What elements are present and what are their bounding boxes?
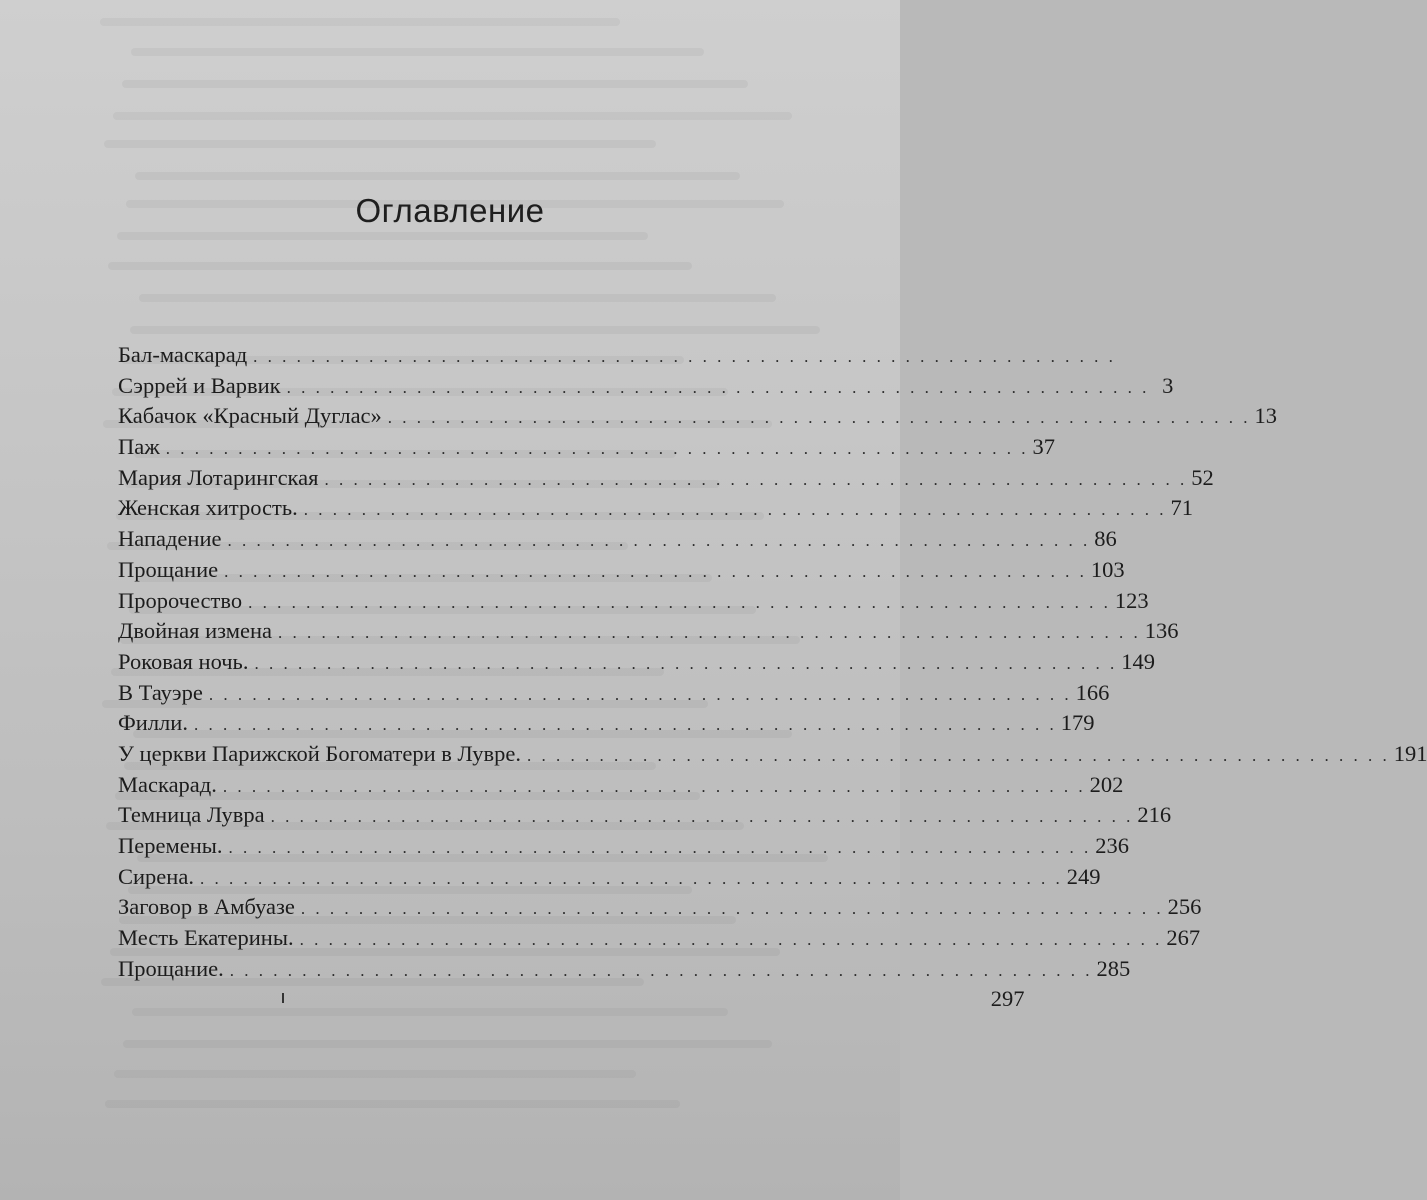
- toc-entry-page: 86: [1094, 526, 1117, 552]
- show-through-line: [113, 112, 792, 120]
- toc-entry-page: 297: [990, 986, 1025, 1012]
- toc-leader-dots: . . . . . . . . . . . . . . . . . . . . . . . . . . . . . . . . . . . . . . . . . . . . . . . . . . . . . . . . . . . .: [277, 623, 1141, 643]
- toc-entry-title: Женская хитрость.: [118, 495, 298, 521]
- toc-leader-dots: . . . . . . . . . . . . . . . . . . . . . . . . . . . . . . . . . . . . . . . . . . . . . . . . . . . . . . . . . . . .: [248, 592, 1111, 612]
- show-through-line: [114, 1070, 636, 1078]
- toc-entry-title: Маскарад.: [118, 771, 217, 797]
- page-title: Оглавление: [355, 192, 545, 229]
- toc-entry-page: 37: [1032, 434, 1056, 460]
- toc-entry: [118, 493, 1193, 524]
- toc-entry-title: Паж: [118, 434, 160, 460]
- toc-entry-page: 52: [1191, 464, 1214, 490]
- toc-entry-page: 285: [1096, 955, 1131, 981]
- toc-entry: [118, 984, 1025, 1015]
- toc-entry-page: 256: [1167, 894, 1202, 920]
- ink-mark: [282, 993, 284, 1003]
- toc-entry-title: Двойная измена: [118, 618, 272, 644]
- toc-leader-dots: . . . . . . . . . . . . . . . . . . . . . . . . . . . . . . . . . . . . . . . . . . . . . . . . . . . . . . . . . . . .: [224, 561, 1087, 581]
- toc-entry-title: Роковая ночь.: [118, 648, 249, 674]
- toc-entry: [118, 647, 1155, 678]
- toc-leader-dots: . . . . . . . . . . . . . . . . . . . . . . . . . . . . . . . . . . . . . . . . . . . . . . . . . . . . . . . . . . . .: [253, 347, 1116, 366]
- toc-leader-dots: . . . . . . . . . . . . . . . . . . . . . . . . . . . . . . . . . . . . . . . . . . . . . . . . . . . . . . . . . . . .: [526, 745, 1390, 765]
- toc-entry-title: Месть Екатерины.: [118, 925, 294, 951]
- toc-entry: [118, 708, 1095, 739]
- toc-leader-dots: . . . . . . . . . . . . . . . . . . . . . . . . . . . . . . . . . . . . . . . . . . . . . . . . . . . . . . . . . . . .: [208, 684, 1072, 704]
- toc-entry: [118, 862, 1101, 893]
- toc-entry-title: Сирена.: [118, 863, 194, 889]
- show-through-line: [117, 232, 648, 240]
- toc-entry-page: 179: [1060, 710, 1095, 736]
- toc-entry: [118, 831, 1129, 862]
- toc-entry-page: 71: [1170, 495, 1193, 521]
- toc-entry-title: В Тауэре: [118, 679, 203, 705]
- toc-leader-dots: . . . . . . . . . . . . . . . . . . . . . . . . . . . . . . . . . . . . . . . . . . . . . . . . . . . . . . . . . . . .: [222, 776, 1086, 796]
- show-through-line: [123, 1040, 772, 1048]
- toc-leader-dots: . . . . . . . . . . . . . . . . . . . . . . . . . . . . . . . . . . . . . . . . . . . . . . . . . . . . . . . . . . . .: [193, 715, 1057, 735]
- toc-entry: [118, 524, 1117, 555]
- toc-entry-title: Сэррей и Варвик: [118, 372, 281, 398]
- toc-entry: [118, 800, 1172, 831]
- toc-leader-dots: . . . . . . . . . . . . . . . . . . . . . . . . . . . . . . . . . . . . . . . . . . . . . . . . . . . . . . . . . . . .: [303, 500, 1167, 520]
- show-through-line: [108, 262, 692, 270]
- toc-entry: [118, 678, 1110, 709]
- toc-entry: [118, 340, 1116, 371]
- toc-entry-title: Нападение: [118, 526, 222, 552]
- toc-leader-dots: . . . . . . . . . . . . . . . . . . . . . . . . . . . . . . . . . . . . . . . . . . . . . . . . . . . . . . . . . . . .: [228, 838, 1092, 857]
- toc-entry: [118, 586, 1149, 617]
- toc-leader-dots: . . . . . . . . . . . . . . . . . . . . . . . . . . . . . . . . . . . . . . . . . . . . . . . . . . . . . . . . . . . .: [229, 960, 1093, 980]
- show-through-line: [100, 18, 620, 26]
- show-through-line: [105, 1100, 680, 1108]
- toc-entry: [118, 432, 1056, 463]
- toc-entry: [118, 892, 1202, 923]
- toc-entry-page: 3: [1162, 372, 1174, 398]
- toc-leader-dots: . . . . . . . . . . . . . . . . . . . . . . . . . . . . . . . . . . . . . . . . . . . . . . . . . . . . . . . . . . . .: [199, 868, 1063, 888]
- toc-leader-dots: . . . . . . . . . . . . . . . . . . . . . . . . . . . . . . . . . . . . . . . . . . . . . . . . . . . . . . . . . . . .: [270, 807, 1134, 827]
- toc-leader-dots: . . . . . . . . . . . . . . . . . . . . . . . . . . . . . . . . . . . . . . . . . . . . . . . . . . . . . . . . . . . .: [300, 899, 1164, 919]
- toc-entry-title: Перемены.: [118, 833, 223, 858]
- toc-entry: [118, 463, 1214, 494]
- toc-entry-title: Бал-маскарад: [118, 342, 248, 367]
- toc-entry-page: 103: [1090, 556, 1125, 582]
- toc-entry-page: 13: [1254, 403, 1278, 429]
- toc-entry-page: 249: [1066, 863, 1101, 889]
- toc-entry-page: 267: [1166, 925, 1201, 951]
- toc-entry: [118, 770, 1124, 801]
- toc-entry-page: 166: [1075, 679, 1110, 705]
- show-through-line: [104, 140, 656, 148]
- toc-entry: [118, 401, 1278, 432]
- toc-entry-title: Прощание.: [118, 955, 224, 981]
- show-through-line: [139, 294, 776, 302]
- toc-entry-page: 202: [1089, 771, 1124, 797]
- table-of-contents: [118, 340, 1427, 1015]
- toc-entry: [118, 371, 1174, 402]
- show-through-line: [122, 80, 748, 88]
- toc-leader-dots: . . . . . . . . . . . . . . . . . . . . . . . . . . . . . . . . . . . . . . . . . . . . . . . . . . . . . . . . . . . .: [227, 531, 1091, 551]
- toc-leader-dots: . . . . . . . . . . . . . . . . . . . . . . . . . . . . . . . . . . . . . . . . . . . . . . . . . . . . . . . . . . . .: [324, 469, 1188, 489]
- toc-leader-dots: . . . . . . . . . . . . . . . . . . . . . . . . . . . . . . . . . . . . . . . . . . . . . . . . . . . . . . . . . . . .: [165, 439, 1029, 459]
- show-through-line: [135, 172, 740, 180]
- toc-entry-title: Заговор в Амбуазе: [118, 894, 295, 920]
- show-through-line: [130, 326, 820, 334]
- toc-leader-dots: . . . . . . . . . . . . . . . . . . . . . . . . . . . . . . . . . . . . . . . . . . . . . . . . . . . . . . . . . . . .: [254, 653, 1118, 673]
- toc-entry: [118, 739, 1427, 770]
- show-through-line: [131, 48, 704, 56]
- toc-entry-title: Темница Лувра: [118, 802, 265, 828]
- toc-entry: [118, 555, 1125, 586]
- toc-leader-dots: . . . . . . . . . . . . . . . . . . . . . . . . . . . . . . . . . . . . . . . . . . . . . . . . . . . . . . . . . . . .: [299, 930, 1163, 950]
- toc-entry-page: 216: [1137, 802, 1172, 828]
- toc-entry-page: 123: [1114, 587, 1149, 613]
- toc-entry-title: Мария Лотарингская: [118, 464, 319, 490]
- toc-entry-title: Кабачок «Красный Дуглас»: [118, 403, 382, 429]
- toc-entry-page: 149: [1121, 648, 1155, 674]
- toc-entry-title: Пророчество: [118, 587, 243, 613]
- toc-entry: [118, 616, 1179, 647]
- toc-leader-dots: . . . . . . . . . . . . . . . . . . . . . . . . . . . . . . . . . . . . . . . . . . . . . . . . . . . . . . . . . . . .: [387, 408, 1251, 428]
- toc-entry-title: Прощание: [118, 556, 219, 582]
- toc-entry-page: 191: [1393, 740, 1427, 766]
- toc-entry: [118, 923, 1201, 954]
- toc-leader-dots: . . . . . . . . . . . . . . . . . . . . . . . . . . . . . . . . . . . . . . . . . . . . . . . . . . . . . . . . . . . .: [286, 377, 1150, 397]
- toc-entry-page: 236: [1095, 833, 1129, 858]
- toc-entry-title: Филли.: [118, 710, 188, 736]
- toc-entry-title: У церкви Парижской Богоматери в Лувре.: [118, 740, 521, 766]
- toc-entry: [118, 954, 1131, 985]
- toc-entry-page: 136: [1144, 618, 1179, 644]
